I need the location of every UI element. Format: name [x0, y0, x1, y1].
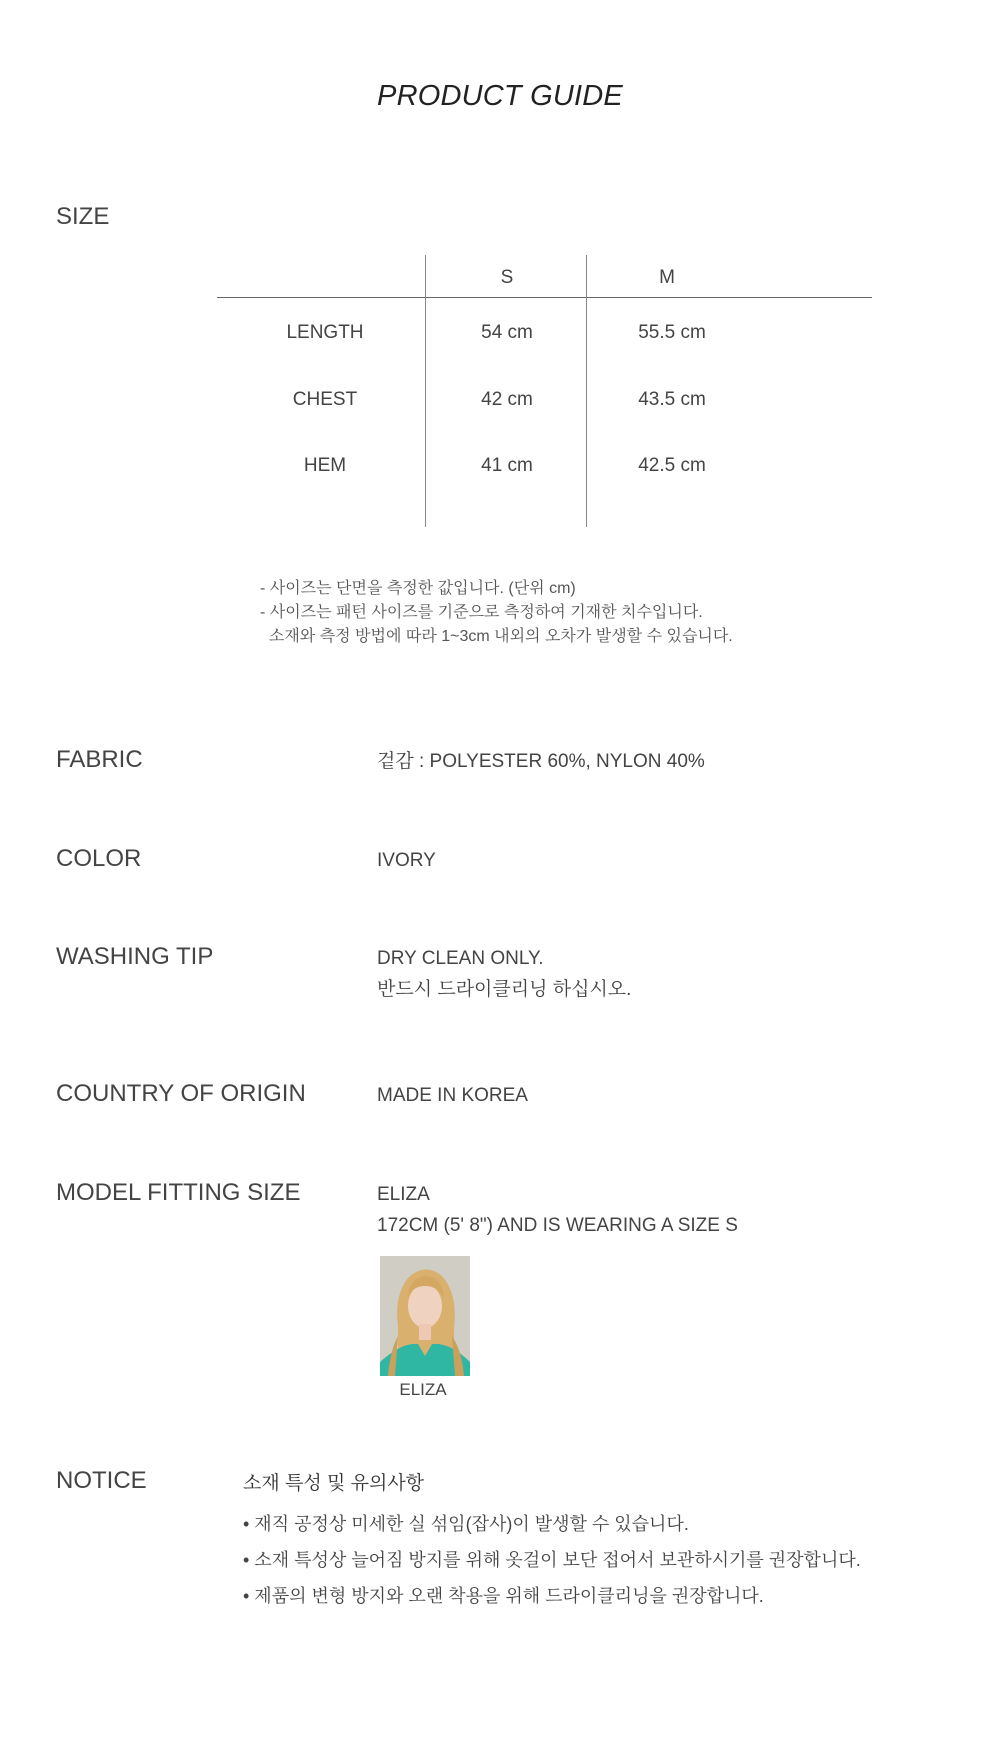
fabric-value: 겉감 : POLYESTER 60%, NYLON 40% [377, 751, 705, 772]
color-value: IVORY [377, 850, 436, 871]
notice-title: 소재 특성 및 유의사항 [243, 1473, 425, 1494]
notice-heading: NOTICE [56, 1467, 147, 1494]
notice-item: • 소재 특성상 늘어짐 방지를 위해 옷걸이 보단 접어서 보관하시기를 권장합니다. [243, 1550, 861, 1570]
page-title: PRODUCT GUIDE [377, 80, 623, 112]
table-column-divider [425, 255, 426, 527]
washing-line: DRY CLEAN ONLY. [377, 948, 544, 969]
washing-heading: WASHING TIP [56, 943, 214, 970]
size-heading: SIZE [56, 203, 110, 230]
cell-value: 42 cm [481, 389, 533, 410]
origin-value: MADE IN KOREA [377, 1085, 528, 1106]
model-detail: 172CM (5' 8") AND IS WEARING A SIZE S [377, 1215, 738, 1236]
washing-line: 반드시 드라이클리닝 하십시오. [377, 979, 632, 1000]
size-note: - 사이즈는 패턴 사이즈를 기준으로 측정하여 기재한 치수입니다. [260, 604, 703, 621]
model-info [377, 1179, 738, 1241]
washing-value [377, 943, 631, 1005]
row-label: CHEST [292, 389, 358, 410]
notice-item: • 재직 공정상 미세한 실 섞임(잡사)이 발생할 수 있습니다. [243, 1514, 689, 1534]
size-note: 소재와 측정 방법에 따라 1~3cm 내외의 오차가 발생할 수 있습니다. [260, 628, 733, 645]
cell-value: 43.5 cm [638, 389, 706, 410]
model-name: ELIZA [377, 1184, 430, 1205]
size-notes [260, 577, 733, 649]
column-header-m: M [659, 267, 675, 288]
cell-value: 42.5 cm [638, 455, 706, 476]
model-portrait-image [380, 1256, 470, 1376]
cell-value: 55.5 cm [638, 322, 706, 343]
row-label: HEM [303, 455, 347, 476]
notice-item: • 제품의 변형 방지와 오랜 착용을 위해 드라이클리닝을 권장합니다. [243, 1586, 764, 1606]
model-photo [380, 1256, 470, 1376]
model-heading: MODEL FITTING SIZE [56, 1179, 301, 1206]
model-photo-caption: ELIZA [399, 1380, 447, 1399]
row-label: LENGTH [286, 322, 364, 343]
color-heading: COLOR [56, 845, 142, 872]
table-header-divider [217, 297, 872, 298]
column-header-s: S [500, 267, 514, 288]
notice-list [243, 1506, 861, 1614]
size-note: - 사이즈는 단면을 측정한 값입니다. (단위 cm) [260, 580, 576, 597]
origin-heading: COUNTRY OF ORIGIN [56, 1080, 306, 1107]
size-table [217, 255, 872, 527]
cell-value: 54 cm [481, 322, 533, 343]
cell-value: 41 cm [481, 455, 533, 476]
fabric-heading: FABRIC [56, 746, 143, 773]
